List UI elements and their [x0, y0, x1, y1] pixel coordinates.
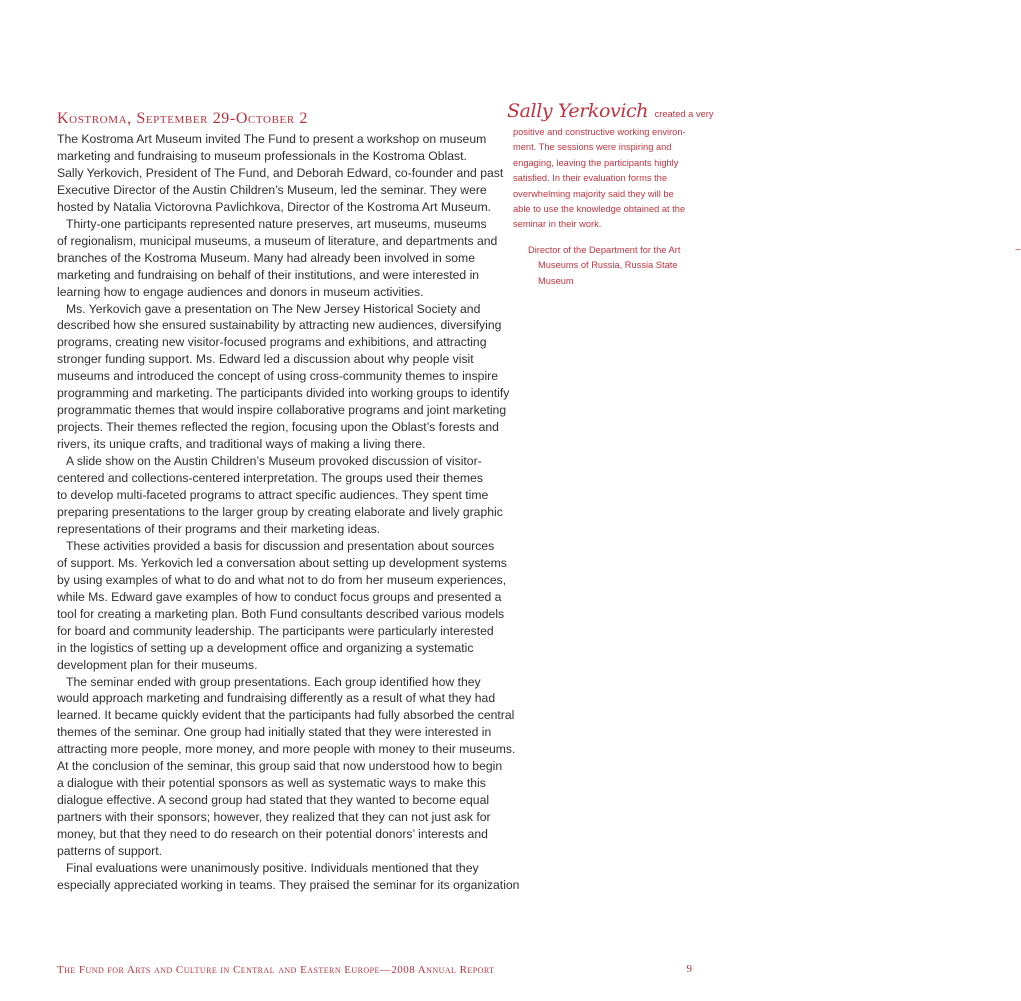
body-text-line: of regionalism, municipal museums, a museum of literature, and departments and: [57, 233, 498, 248]
attribution-line: Museums of Russia, Russia State: [538, 260, 678, 271]
body-text-line: marketing and fundraising to museum professionals in the Kostroma Oblast.: [57, 148, 467, 163]
quote-line: satisfied. In their evaluation forms the: [513, 173, 667, 184]
body-text-line: branches of the Kostroma Museum. Many had already been involved in some: [57, 250, 475, 265]
body-text-line: of support. Ms. Yerkovich led a conversation about setting up development systems: [57, 555, 507, 570]
body-text-line: programming and marketing. The participants divided into working groups to identify: [57, 386, 510, 401]
body-text-line: in the logistics of setting up a development office and organizing a systematic: [57, 640, 474, 655]
attribution-line: Director of the Department for the Art: [528, 244, 681, 255]
footer-report-title: The Fund for Arts and Culture in Central and Eastern Europe—2008 Annual Report: [57, 964, 495, 976]
quote-line: engaging, leaving the participants highly: [513, 157, 679, 168]
attribution-line: Museum: [538, 275, 574, 286]
attribution-text: [507, 243, 707, 289]
quote-line: seminar in their work.: [513, 219, 602, 230]
body-text-line: for board and community leadership. The participants were particularly interested: [57, 623, 494, 638]
quote-line: able to use the knowledge obtained at the: [513, 204, 686, 215]
body-text-line: The Kostroma Art Museum invited The Fund to present a workshop on museum: [57, 132, 487, 146]
body-text-line: marketing and fundraising on behalf of their institutions, and were interested in: [57, 267, 480, 282]
body-text-line: Executive Director of the Austin Children’s Museum, led the seminar. They were: [57, 182, 487, 197]
body-text-line: to develop multi-faceted programs to attract specific audiences. They spent time: [57, 488, 489, 503]
body-text-line: rivers, its unique crafts, and traditional ways of making a living there.: [57, 437, 426, 452]
body-text-line: would approach marketing and fundraising differently as a result of what they had: [57, 691, 496, 706]
quote-author-name: Sally Yerkovich: [507, 100, 649, 122]
page-number: 9: [686, 963, 692, 975]
body-text-line: These activities provided a basis for discussion and presentation about sources: [66, 538, 495, 553]
body-text-line: described how she ensured sustainability by attracting new audiences, diversifying: [57, 318, 502, 333]
body-text-line: tool for creating a marketing plan. Both Fund consultants described various models: [57, 606, 505, 621]
quote-opening-text: created a very: [654, 109, 714, 119]
body-text-line: money, but that they need to do research on their potential donors’ interests and: [57, 827, 488, 842]
body-text-line: learning how to engage audiences and donors in museum activities.: [57, 284, 424, 299]
body-text-line: The seminar ended with group presentations. Each group identified how they: [66, 674, 481, 689]
body-text-line: attracting more people, more money, and more people with money to their museums.: [57, 742, 516, 757]
body-text-line: a dialogue with their potential sponsors as well as systematic ways to make this: [57, 776, 486, 791]
body-text-line: programmatic themes that would inspire collaborative programs and joint marketing: [57, 403, 507, 418]
body-text-line: especially appreciated working in teams. They praised the seminar for its organization: [57, 877, 520, 892]
quote-first-line: [507, 100, 714, 125]
quote-attribution: [507, 243, 1021, 289]
body-text-line: Sally Yerkovich, President of The Fund, and Deborah Edward, co-founder and past: [57, 165, 504, 180]
body-text-line: partners with their sponsors; however, they realized that they can not just ask for: [57, 810, 491, 825]
body-text-line: learned. It became quickly evident that the participants had fully absorbed the central: [57, 708, 515, 723]
body-text-line: programs, creating new visitor-focused programs and exhibitions, and attracting: [57, 335, 487, 350]
quote-line: overwhelming majority said they will be: [513, 188, 674, 199]
body-text-line: themes of the seminar. One group had initially stated that they were interested in: [57, 725, 492, 740]
body-text-line: museums and introduced the concept of using cross-community themes to inspire: [57, 369, 498, 384]
quote-line: ment. The sessions were inspiring and: [513, 142, 672, 153]
body-text-line: Thirty-one participants represented nature preserves, art museums, museums: [66, 216, 487, 231]
attribution-tilde: ~: [1015, 244, 1021, 256]
body-text-line: patterns of support.: [57, 844, 163, 859]
body-text-line: A slide show on the Austin Children’s Museum provoked discussion of visitor-: [66, 454, 482, 469]
main-body-text: [57, 131, 520, 894]
quote-line: positive and constructive working environ-: [513, 127, 686, 137]
body-text-line: preparing presentations to the larger group by creating elaborate and lively graphic: [57, 504, 503, 519]
body-text-line: stronger funding support. Ms. Edward led a discussion about why people visit: [57, 352, 474, 367]
sidebar-quote: [507, 100, 1021, 289]
body-text-line: dialogue effective. A second group had stated that they wanted to become equal: [57, 793, 490, 808]
body-text-line: Ms. Yerkovich gave a presentation on The New Jersey Historical Society and: [66, 301, 481, 316]
quote-text: [507, 125, 707, 233]
body-text-line: projects. Their themes reflected the region, focusing upon the Oblast’s forests and: [57, 420, 499, 435]
body-text-line: development plan for their museums.: [57, 657, 258, 672]
body-text-line: Final evaluations were unanimously positive. Individuals mentioned that they: [66, 860, 479, 875]
body-text-line: representations of their programs and their marketing ideas.: [57, 521, 381, 536]
body-text-line: while Ms. Edward gave examples of how to conduct focus groups and presented a: [57, 589, 502, 604]
section-heading: Kostroma, September 29-October 2: [57, 110, 308, 127]
body-text-line: by using examples of what to do and what not to do from her museum experiences,: [57, 572, 507, 587]
body-text-line: hosted by Natalia Victorovna Pavlichkova, Director of the Kostroma Art Museum.: [57, 199, 491, 214]
body-text-line: At the conclusion of the seminar, this group said that now understood how to begin: [57, 759, 503, 774]
body-text-line: centered and collections-centered interpretation. The groups used their themes: [57, 471, 483, 486]
